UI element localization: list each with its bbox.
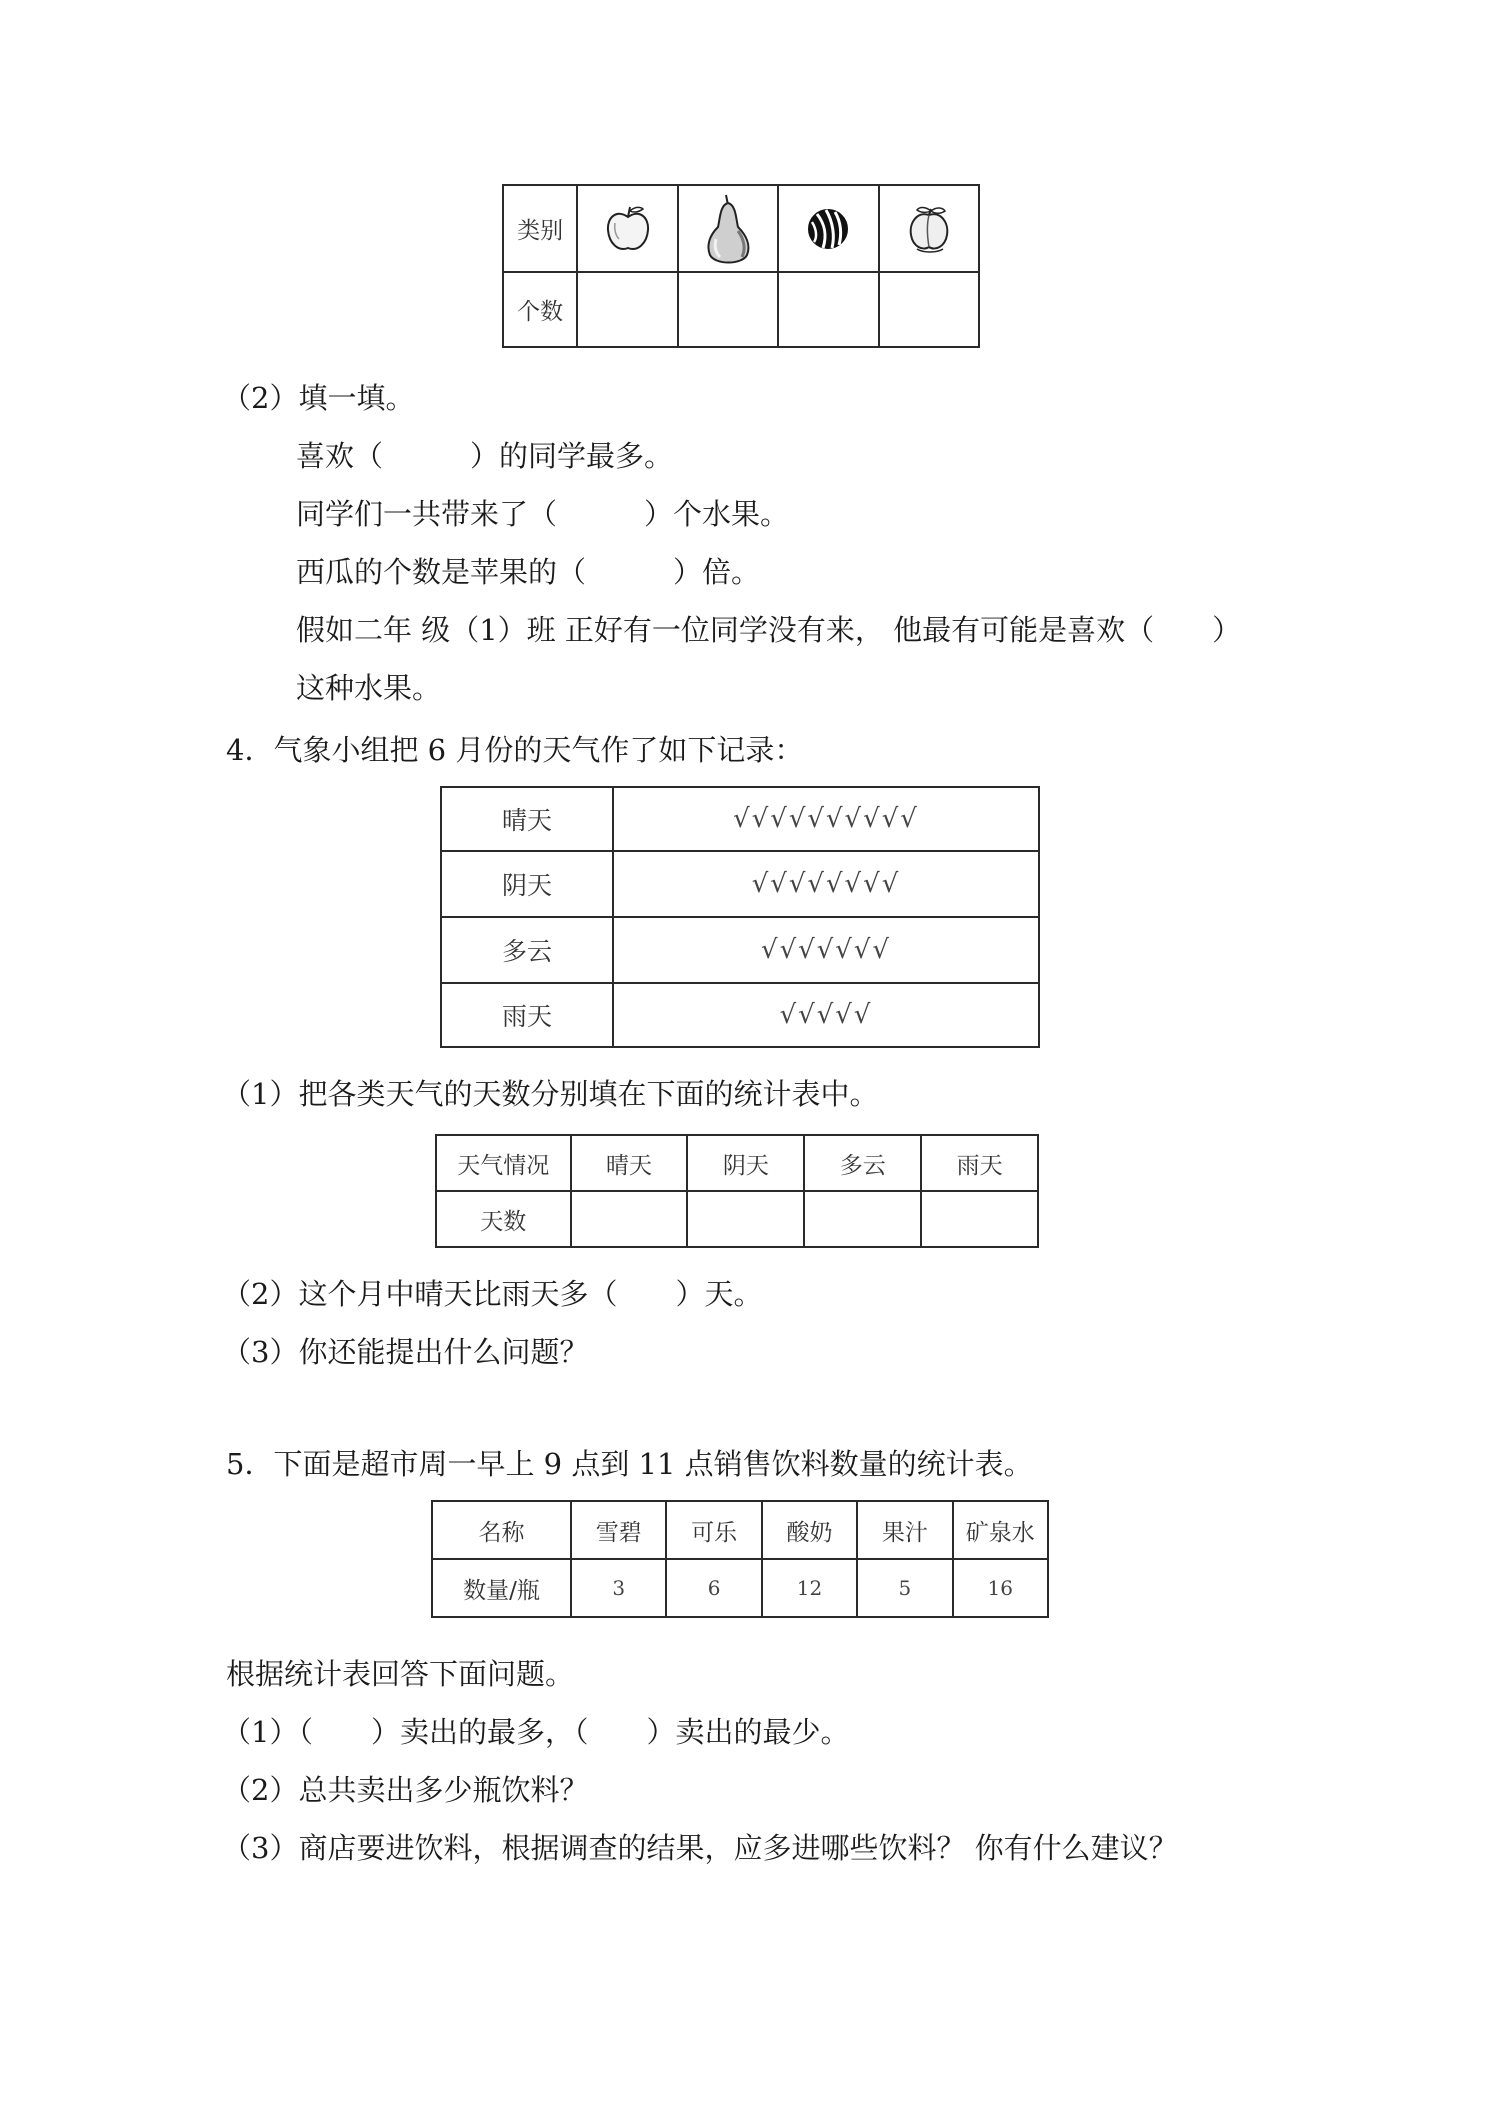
weather-record-marks: √√√√√: [613, 983, 1039, 1047]
weather-stat-header: 雨天: [921, 1135, 1038, 1191]
drink-table-header: 矿泉水: [953, 1501, 1048, 1559]
drink-table-header: 可乐: [666, 1501, 761, 1559]
weather-stat-answer-cell[interactable]: [571, 1191, 688, 1247]
drink-table-value: 5: [857, 1559, 952, 1617]
weather-record-marks: √√√√√√√√√√: [613, 787, 1039, 851]
q4-part1: （1）把各类天气的天数分别填在下面的统计表中。: [222, 1077, 879, 1111]
apple-count-cell[interactable]: [577, 272, 677, 347]
pear-icon: [678, 185, 778, 272]
weather-record-table: [440, 786, 1040, 1048]
q3-part2-heading: （2）填一填。: [222, 381, 415, 415]
fruit-table-count-label: 个数: [503, 272, 577, 347]
drink-table-row-label: 数量/瓶: [432, 1559, 571, 1617]
q3-fill-line-5: 这种水果。: [296, 671, 442, 705]
q3-fill-line-3: 西瓜的个数是苹果的（ ）倍。: [296, 555, 761, 589]
weather-stat-header: 多云: [804, 1135, 921, 1191]
q5-intro: 5．下面是超市周一早上 9 点到 11 点销售饮料数量的统计表。: [226, 1447, 1033, 1481]
drink-sales-table: [431, 1500, 1049, 1618]
drink-table-header: 果汁: [857, 1501, 952, 1559]
drink-table-value: 12: [762, 1559, 857, 1617]
weather-record-label: 雨天: [441, 983, 613, 1047]
pear-count-cell[interactable]: [678, 272, 778, 347]
q3-fill-line-2: 同学们一共带来了（ ）个水果。: [296, 497, 790, 531]
drink-table-value: 6: [666, 1559, 761, 1617]
q5-part1: （1）（ ）卖出的最多，（ ）卖出的最少。: [222, 1715, 850, 1749]
watermelon-icon: [778, 185, 878, 272]
weather-stat-header: 天气情况: [436, 1135, 571, 1191]
q3-fill-line-1: 喜欢（ ）的同学最多。: [296, 439, 674, 473]
weather-stat-row-label: 天数: [436, 1191, 571, 1247]
weather-stat-answer-cell[interactable]: [687, 1191, 804, 1247]
drink-table-header: 雪碧: [571, 1501, 666, 1559]
weather-stat-header: 阴天: [687, 1135, 804, 1191]
peach-icon: [879, 185, 980, 272]
weather-stat-header: 晴天: [571, 1135, 688, 1191]
weather-record-label: 阴天: [441, 851, 613, 917]
q4-intro: 4．气象小组把 6 月份的天气作了如下记录：: [226, 733, 804, 767]
q5-prompt: 根据统计表回答下面问题。: [226, 1657, 575, 1691]
q4-part3: （3）你还能提出什么问题？: [222, 1335, 589, 1369]
q5-part2: （2）总共卖出多少瓶饮料？: [222, 1773, 589, 1807]
weather-record-marks: √√√√√√√: [613, 917, 1039, 983]
weather-stat-answer-cell[interactable]: [921, 1191, 1038, 1247]
peach-count-cell[interactable]: [879, 272, 980, 347]
drink-table-header: 酸奶: [762, 1501, 857, 1559]
weather-stat-answer-cell[interactable]: [804, 1191, 921, 1247]
q3-fill-line-4: 假如二年 级（1）班 正好有一位同学没有来， 他最有可能是喜欢（ ）: [296, 613, 1242, 647]
watermelon-count-cell[interactable]: [778, 272, 878, 347]
weather-record-label: 晴天: [441, 787, 613, 851]
weather-stat-table: [435, 1134, 1039, 1248]
weather-record-marks: √√√√√√√√: [613, 851, 1039, 917]
q5-part3: （3）商店要进饮料，根据调查的结果，应多进哪些饮料？ 你有什么建议？: [222, 1831, 1178, 1865]
weather-record-label: 多云: [441, 917, 613, 983]
drink-table-value: 3: [571, 1559, 666, 1617]
fruit-table-category-label: 类别: [503, 185, 577, 272]
apple-icon: [577, 185, 677, 272]
q4-part2: （2）这个月中晴天比雨天多（ ）天。: [222, 1277, 763, 1311]
drink-table-value: 16: [953, 1559, 1048, 1617]
fruit-count-table: [502, 184, 980, 348]
drink-table-header: 名称: [432, 1501, 571, 1559]
